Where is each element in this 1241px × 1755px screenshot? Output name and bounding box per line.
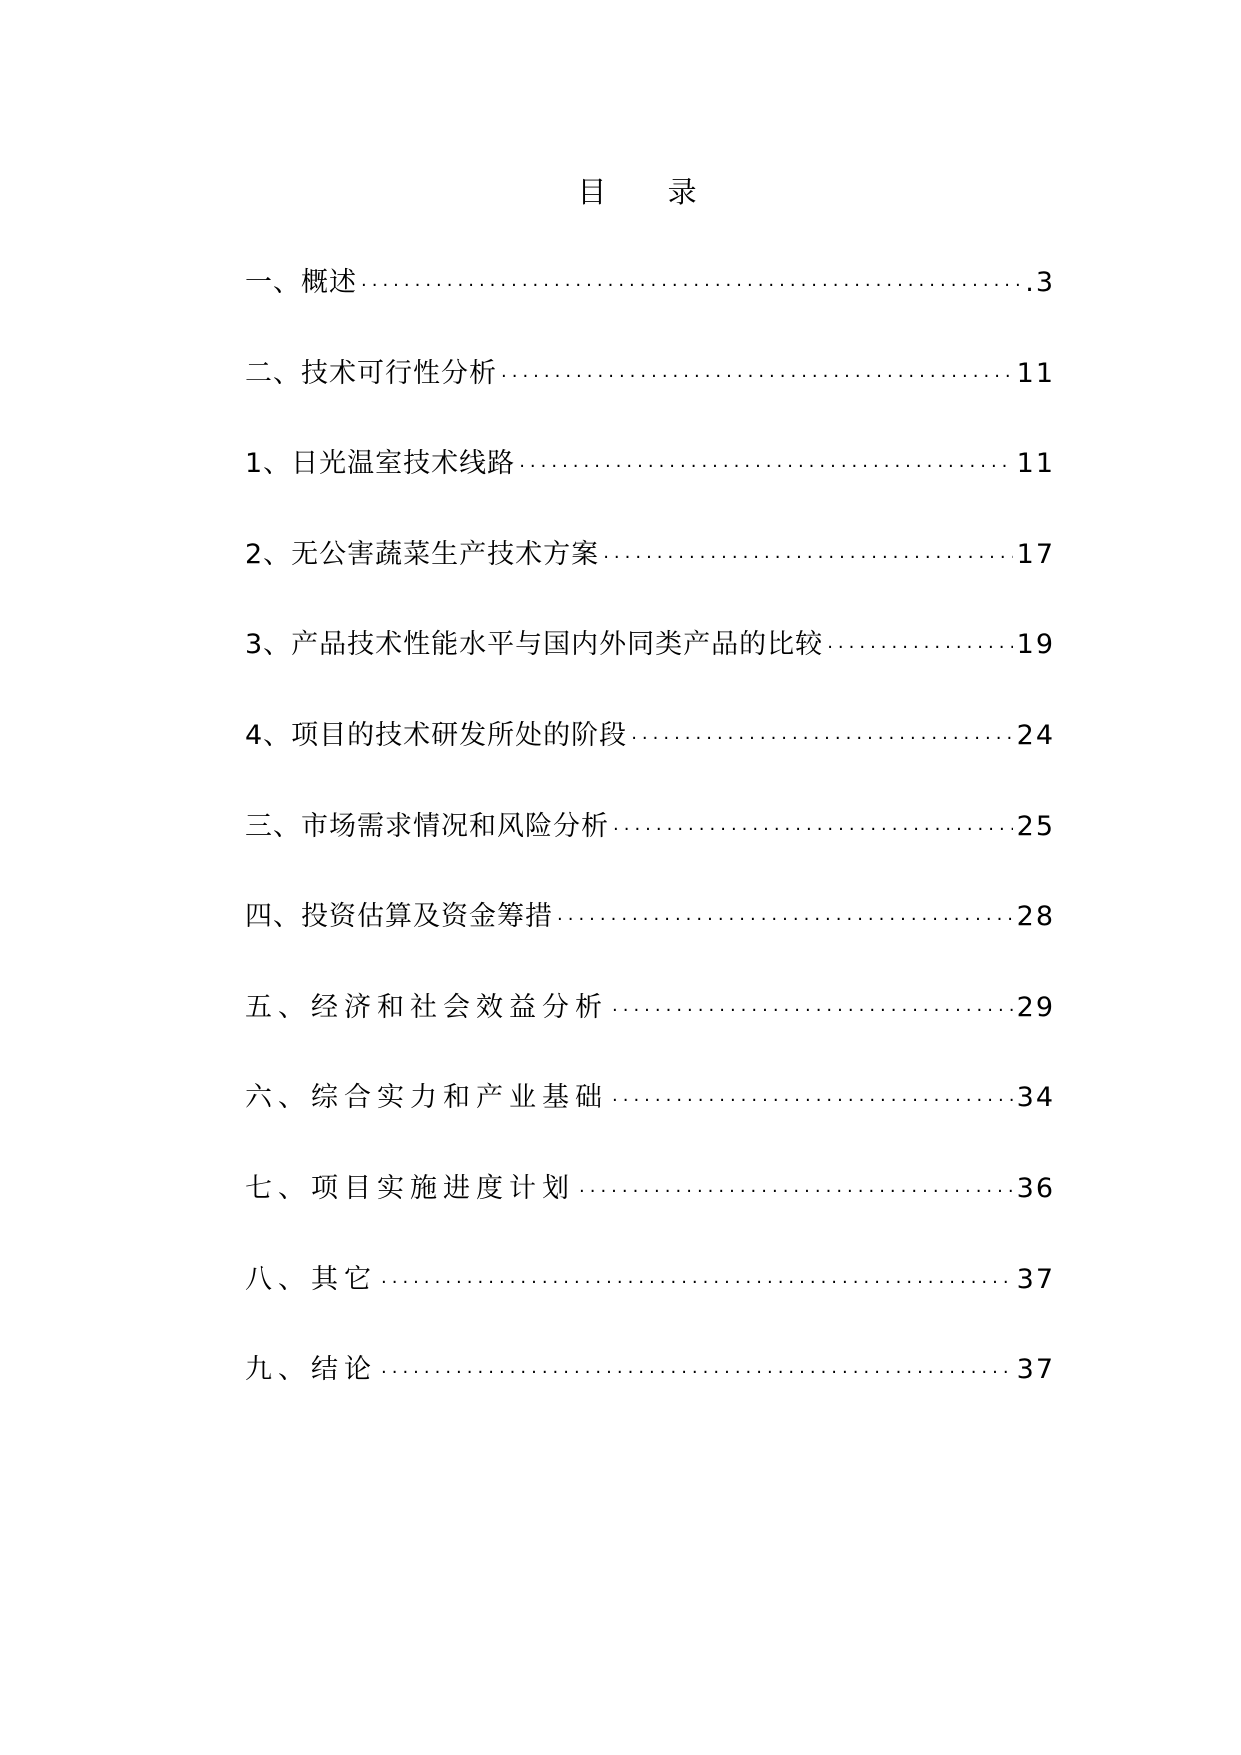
- toc-entry-label: 4、项目的技术研发所处的阶段: [245, 719, 628, 751]
- toc-dot-leader: [381, 1353, 1013, 1393]
- toc-dot-leader: [612, 991, 1013, 1031]
- toc-entry-rd-stage[interactable]: [245, 716, 1055, 756]
- toc-title: 目 录: [577, 175, 723, 209]
- toc-dot-leader: [603, 538, 1012, 578]
- toc-page-number: .3: [1025, 267, 1055, 298]
- toc-entry-greenhouse-route[interactable]: [245, 444, 1055, 484]
- toc-page-number: 36: [1016, 1172, 1055, 1204]
- toc-dot-leader: [827, 628, 1012, 668]
- toc-page-number: 29: [1016, 991, 1055, 1023]
- toc-dot-leader: [501, 357, 1013, 397]
- toc-dot-leader: [579, 1172, 1013, 1212]
- toc-dot-leader: [557, 900, 1013, 940]
- toc-entry-label: 四、投资估算及资金筹措: [245, 901, 553, 933]
- toc-entry-label: 七、项目实施进度计划: [245, 1172, 575, 1204]
- toc-page-number: 11: [1016, 448, 1055, 480]
- toc-entry-label: 二、技术可行性分析: [245, 357, 497, 389]
- toc-entry-conclusion[interactable]: [245, 1350, 1055, 1390]
- toc-page-number: 19: [1016, 629, 1055, 661]
- table-of-contents: [245, 263, 1055, 1441]
- toc-entry-technical-feasibility[interactable]: [245, 354, 1055, 394]
- toc-dot-leader: [361, 266, 1021, 306]
- toc-entry-schedule[interactable]: [245, 1169, 1055, 1209]
- toc-page-number: 24: [1016, 719, 1055, 751]
- toc-page-number: 37: [1016, 1354, 1055, 1386]
- toc-dot-leader: [519, 447, 1012, 487]
- toc-page-number: 34: [1016, 1082, 1055, 1114]
- toc-entry-label: 五、经济和社会效益分析: [245, 991, 608, 1023]
- toc-entry-vegetable-production[interactable]: [245, 535, 1055, 575]
- toc-entry-investment[interactable]: [245, 897, 1055, 937]
- toc-entry-strength-foundation[interactable]: [245, 1078, 1055, 1118]
- toc-entry-label: 三、市场需求情况和风险分析: [245, 810, 609, 842]
- toc-entry-label: 1、日光温室技术线路: [245, 448, 516, 480]
- toc-entry-label: 八、其它: [245, 1263, 377, 1295]
- toc-entry-label: 2、无公害蔬菜生产技术方案: [245, 538, 600, 570]
- toc-page-number: 37: [1016, 1263, 1055, 1295]
- toc-entry-product-comparison[interactable]: [245, 625, 1055, 665]
- toc-entry-benefit-analysis[interactable]: [245, 988, 1055, 1028]
- toc-page-number: 17: [1016, 538, 1055, 570]
- toc-entry-overview[interactable]: [245, 263, 1055, 303]
- toc-entry-label: 一、概述: [245, 267, 357, 298]
- toc-entry-market-risk[interactable]: [245, 807, 1055, 847]
- toc-dot-leader: [381, 1263, 1013, 1303]
- toc-entry-other[interactable]: [245, 1260, 1055, 1300]
- toc-entry-label: 3、产品技术性能水平与国内外同类产品的比较: [245, 629, 824, 661]
- toc-dot-leader: [631, 719, 1012, 759]
- toc-page-number: 28: [1016, 901, 1055, 933]
- toc-entry-label: 六、综合实力和产业基础: [245, 1082, 608, 1114]
- toc-dot-leader: [612, 1081, 1013, 1121]
- toc-entry-label: 九、结论: [245, 1354, 377, 1386]
- toc-page-number: 25: [1016, 810, 1055, 842]
- toc-page-number: 11: [1016, 357, 1055, 389]
- toc-dot-leader: [613, 810, 1013, 850]
